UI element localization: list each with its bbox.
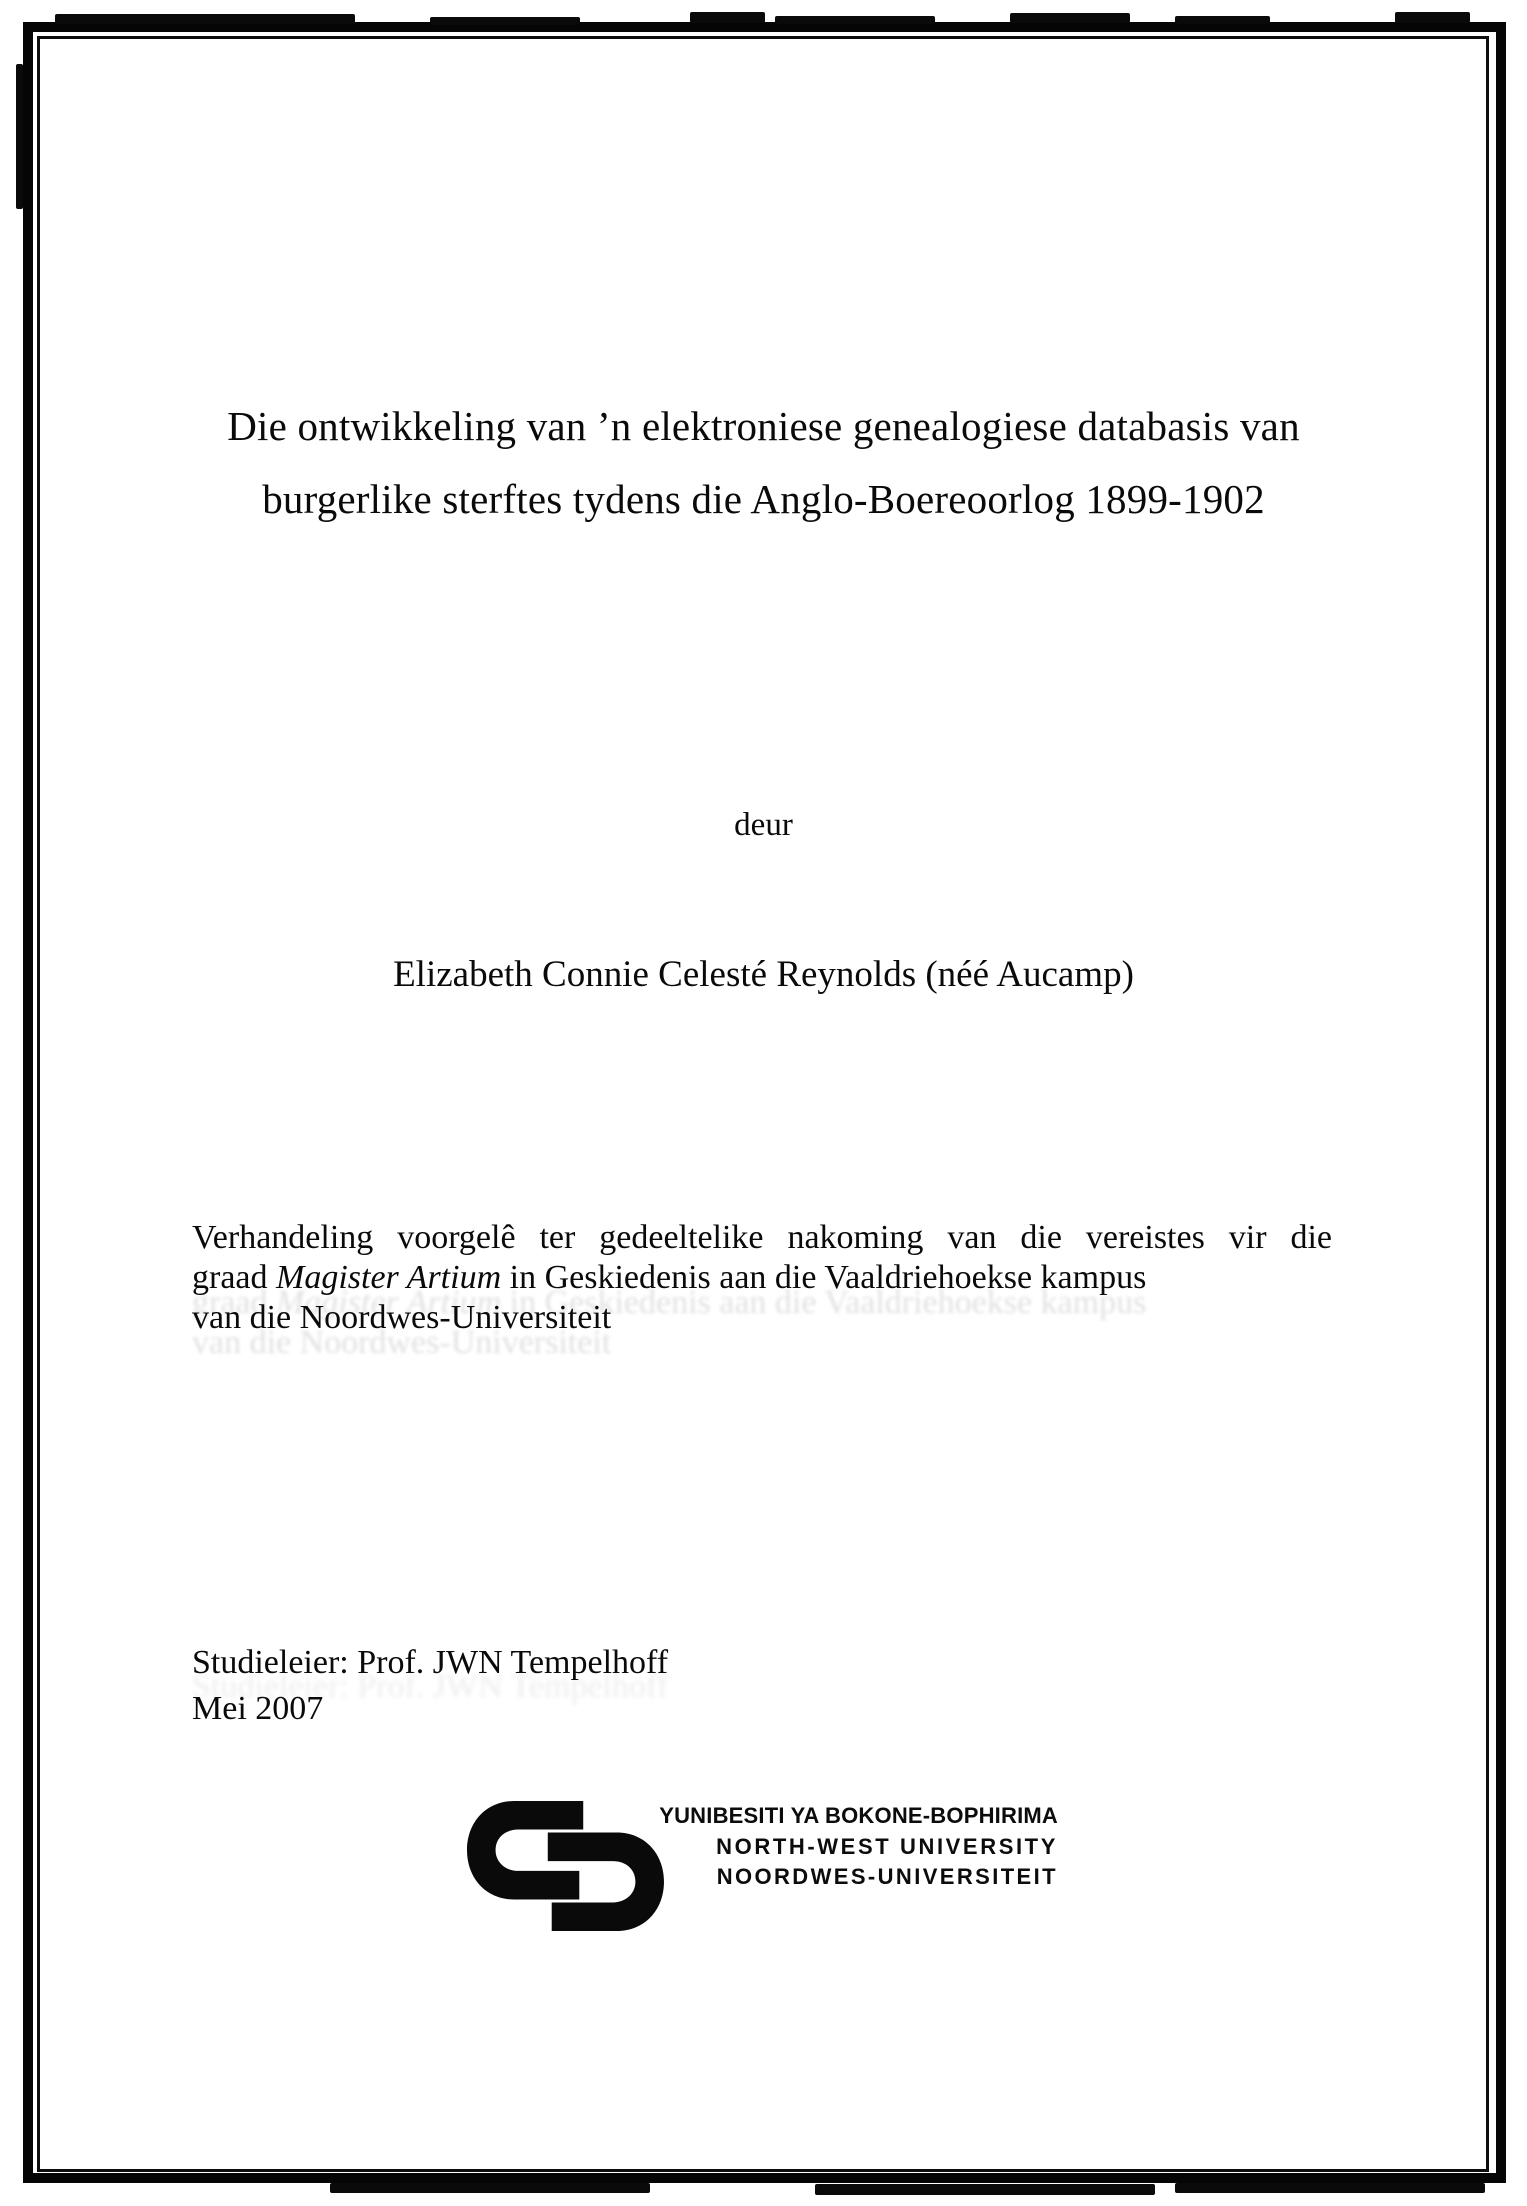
statement-line-2: [192, 1258, 1332, 1298]
scan-artifact: [1175, 16, 1270, 24]
scan-artifact: [55, 14, 355, 24]
scan-artifact: [1395, 12, 1470, 23]
scan-artifact: [1175, 2183, 1485, 2193]
supervisor-line: Studieleier: Prof. JWN Tempelhoff: [192, 1644, 669, 1681]
statement-line-1: Verhandeling voorgelê ter gedeeltelike nakoming van die vereistes vir die: [192, 1219, 1332, 1256]
scan-artifact: [815, 2184, 1155, 2195]
scan-artifact: [690, 12, 765, 23]
scan-artifact: [775, 16, 935, 24]
thesis-statement: [192, 1218, 1332, 1338]
scan-artifact: [330, 2183, 650, 2193]
university-logo-text: [593, 1803, 1058, 1898]
thesis-title-line-1: Die ontwikkeling van ’n elektroniese genealogiese databasis van: [227, 403, 1300, 449]
statement-line-3: van die Noordwes-Universiteit: [192, 1299, 612, 1336]
scan-artifact: [16, 64, 23, 209]
degree-name: Magister Artium: [276, 1259, 502, 1296]
scan-artifact: [1010, 13, 1130, 23]
logo-text-line-english: NORTH-WEST UNIVERSITY: [716, 1834, 1058, 1859]
scan-artifact: [430, 17, 580, 25]
byline: deur: [734, 807, 793, 843]
date-line: Mei 2007: [192, 1690, 324, 1727]
author-name: Elizabeth Connie Celesté Reynolds (néé Aucamp): [393, 954, 1134, 995]
logo-text-line-afrikaans: NOORDWES-UNIVERSITEIT: [716, 1864, 1058, 1889]
logo-text-line-setswana: YUNIBESITI YA BOKONE-BOPHIRIMA: [659, 1803, 1058, 1828]
statement-line-2-pre: graad: [192, 1259, 277, 1296]
thesis-title-line-2: burgerlike sterftes tydens die Anglo-Boereoorlog 1899-1902: [262, 476, 1265, 522]
thesis-title: [95, 390, 1432, 536]
statement-line-2-post: in Geskiedenis aan die Vaaldriehoekse kampus: [501, 1259, 1147, 1296]
supervisor-block: [192, 1640, 668, 1732]
